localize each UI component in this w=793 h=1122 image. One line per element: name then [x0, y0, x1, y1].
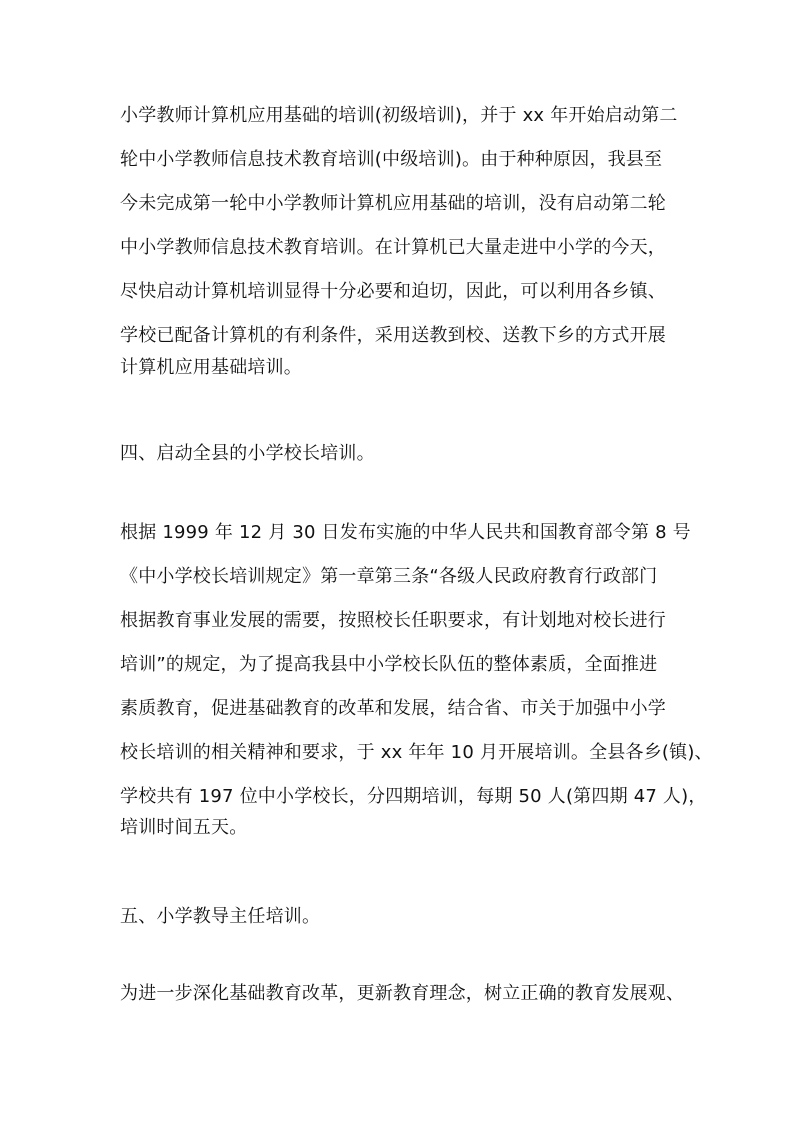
paragraph-line: 根据教育事业发展的需要，按照校长任职要求，有计划地对校长进行	[120, 610, 666, 631]
paragraph-line: 素质教育，促进基础教育的改革和发展，结合省、市关于加强中小学	[120, 698, 666, 719]
paragraph-line: 计算机应用基础培训。	[120, 357, 302, 378]
paragraph-line: 学校共有 197 位中小学校长，分四期培训，每期 50 人(第四期 47 人)，	[120, 786, 707, 807]
paragraph-line: 中小学教师信息技术教育培训。在计算机已大量走进中小学的今天，	[120, 237, 666, 258]
paragraph-line: 校长培训的相关精神和要求，于 xx 年年 10 月开展培训。全县各乡(镇)、	[120, 742, 713, 763]
paragraph-line: 培训时间五天。	[120, 817, 248, 838]
section-heading: 四、启动全县的小学校长培训。	[120, 443, 375, 464]
paragraph-line: 尽快启动计算机培训显得十分必要和迫切，因此，可以利用各乡镇、	[120, 281, 666, 302]
paragraph-line: 轮中小学教师信息技术教育培训(中级培训)。由于种种原因，我县至	[120, 149, 663, 170]
paragraph-line: 小学教师计算机应用基础的培训(初级培训)，并于 xx 年开始启动第二	[120, 105, 678, 126]
paragraph-line: 为进一步深化基础教育改革，更新教育理念，树立正确的教育发展观、	[120, 983, 685, 1004]
paragraph-line: 今未完成第一轮中小学教师计算机应用基础的培训，没有启动第二轮	[120, 193, 666, 214]
paragraph-line: 培训”的规定，为了提高我县中小学校长队伍的整体素质，全面推进	[120, 654, 658, 675]
section-heading: 五、小学教导主任培训。	[120, 906, 321, 927]
paragraph-line: 《中小学校长培训规定》第一章第三条“各级人民政府教育行政部门	[120, 566, 658, 587]
paragraph-line: 学校已配备计算机的有利条件，采用送教到校、送教下乡的方式开展	[120, 325, 666, 346]
paragraph-line: 根据 1999 年 12 月 30 日发布实施的中华人民共和国教育部令第 8 号	[120, 522, 691, 543]
